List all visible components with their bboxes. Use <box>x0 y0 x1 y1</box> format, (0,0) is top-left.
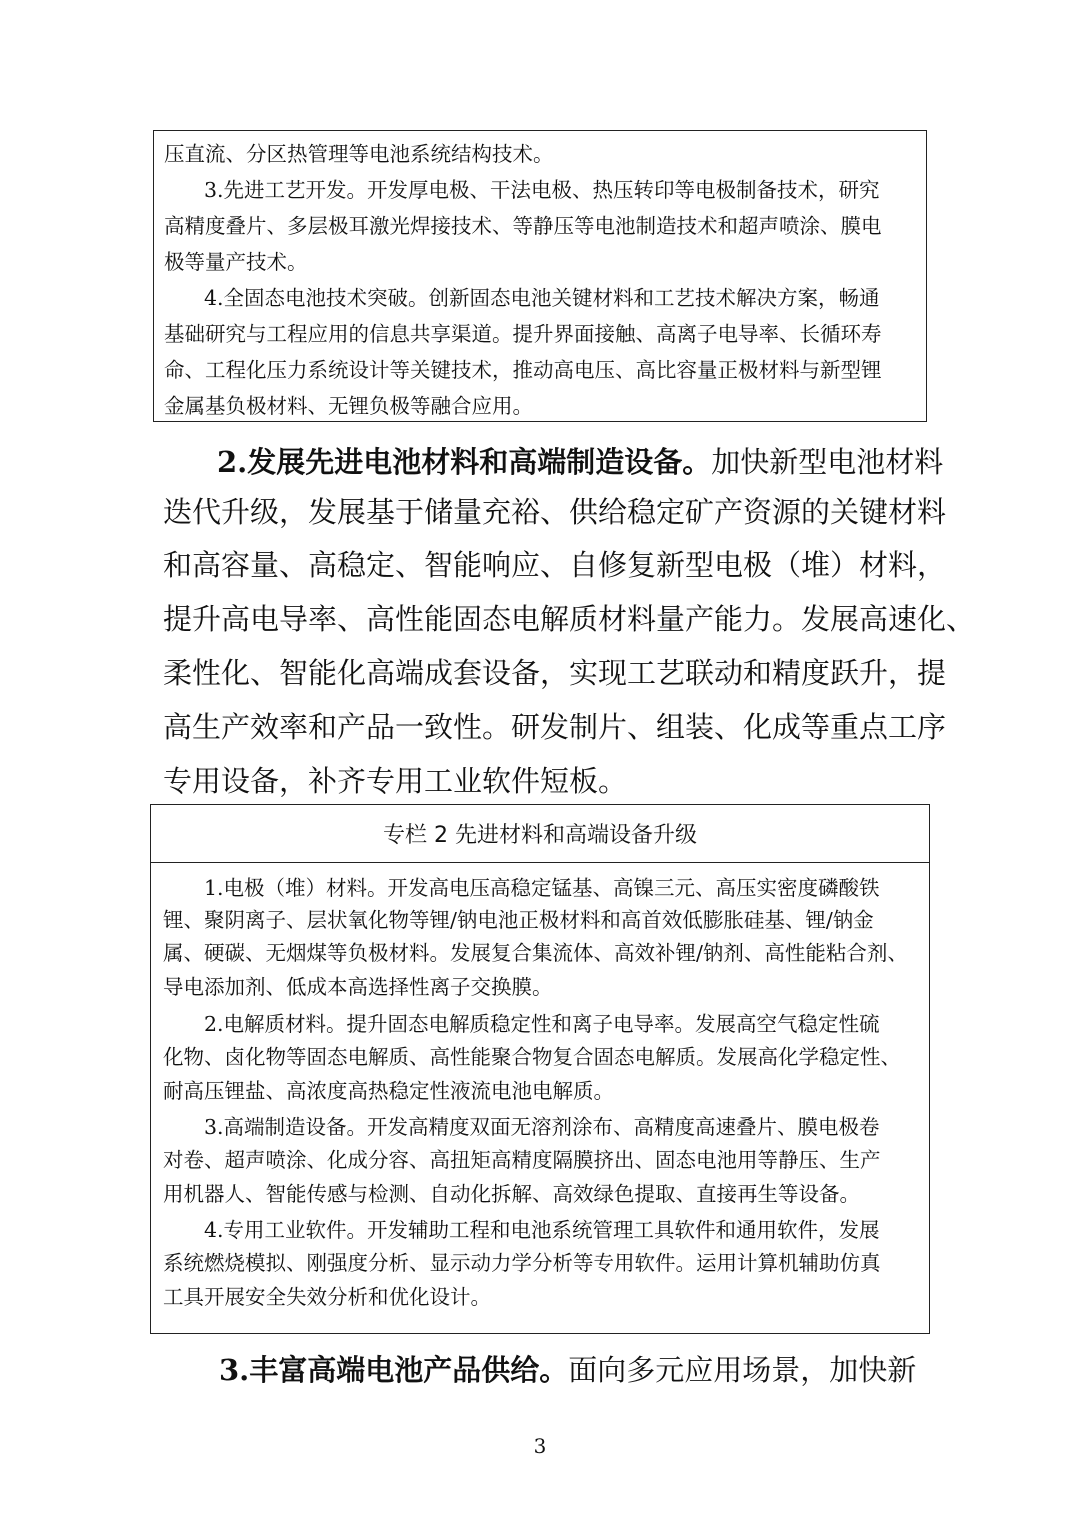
column-box-2 <box>150 804 930 1334</box>
section3-first-line <box>219 1352 916 1388</box>
box2-line-9: 对卷、超声喷涂、化成分容、高扭矩高精度隔膜挤出、固态电池用等静压、生产 <box>163 1148 881 1172</box>
page-number: 3 <box>533 1434 547 1458</box>
box2-line-1: 1.电极（堆）材料。开发高电压高稳定锰基、高镍三元、高压实密度磷酸铁 <box>204 876 880 900</box>
box2-line-12: 系统燃烧模拟、刚强度分析、显示动力学分析等专用软件。运用计算机辅助仿真 <box>163 1251 881 1275</box>
section3-heading: 3.丰富高端电池产品供给。 <box>219 1353 569 1387</box>
section2-first-line <box>217 444 943 480</box>
section2-line-4: 提升高电导率、高性能固态电解质材料量产能力。发展高速化、 <box>163 602 976 636</box>
section2-line-1: 加快新型电池材料 <box>711 445 944 479</box>
section2-heading: 2.发展先进电池材料和高端制造设备。 <box>217 445 712 479</box>
box2-line-6: 化物、卤化物等固态电解质、高性能聚合物复合固态电解质。发展高化学稳定性、 <box>163 1045 901 1069</box>
box1-line-4: 极等量产技术。 <box>164 250 308 274</box>
box2-line-10: 用机器人、智能传感与检测、自动化拆解、高效绿色提取、直接再生等设备。 <box>163 1182 860 1206</box>
section2-line-3: 和高容量、高稳定、智能响应、自修复新型电极（堆）材料， <box>163 548 947 582</box>
box2-line-4: 导电添加剂、低成本高选择性离子交换膜。 <box>163 975 553 999</box>
section2-line-7: 专用设备，补齐专用工业软件短板。 <box>163 764 628 798</box>
box1-line-7: 命、工程化压力系统设计等关键技术，推动高电压、高比容量正极材料与新型锂 <box>164 358 882 382</box>
box1-line-6: 基础研究与工程应用的信息共享渠道。提升界面接触、高离子电导率、长循环寿 <box>164 322 882 346</box>
box1-line-1: 压直流、分区热管理等电池系统结构技术。 <box>164 142 554 166</box>
box2-line-7: 耐高压锂盐、高浓度高热稳定性液流电池电解质。 <box>163 1079 614 1103</box>
box2-line-5: 2.电解质材料。提升固态电解质稳定性和离子电导率。发展高空气稳定性硫 <box>204 1012 880 1036</box>
box1-line-5: 4.全固态电池技术突破。创新固态电池关键材料和工艺技术解决方案，畅通 <box>204 286 880 310</box>
box2-line-3: 属、硬碳、无烟煤等负极材料。发展复合集流体、高效补锂/钠剂、高性能粘合剂、 <box>163 941 908 965</box>
box2-line-2: 锂、聚阴离子、层状氧化物等锂/钠电池正极材料和高首效低膨胀硅基、锂/钠金 <box>163 908 874 932</box>
box1-line-2: 3.先进工艺开发。开发厚电极、干法电极、热压转印等电极制备技术，研究 <box>204 178 880 202</box>
box2-line-13: 工具开展安全失效分析和优化设计。 <box>163 1285 491 1309</box>
column-box-2-title: 专栏 2 先进材料和高端设备升级 <box>151 805 929 863</box>
box1-line-3: 高精度叠片、多层极耳激光焊接技术、等静压等电池制造技术和超声喷涂、膜电 <box>164 214 882 238</box>
section2-line-2: 迭代升级，发展基于储量充裕、供给稳定矿产资源的关键材料 <box>163 495 947 529</box>
box2-line-11: 4.专用工业软件。开发辅助工程和电池系统管理工具软件和通用软件，发展 <box>204 1218 880 1242</box>
section2-line-5: 柔性化、智能化高端成套设备，实现工艺联动和精度跃升，提 <box>163 656 947 690</box>
section3-line-1: 面向多元应用场景，加快新 <box>568 1353 917 1387</box>
section2-line-6: 高生产效率和产品一致性。研发制片、组装、化成等重点工序 <box>163 710 947 744</box>
box1-line-8: 金属基负极材料、无锂负极等融合应用。 <box>164 394 533 418</box>
column-box-1 <box>153 130 927 422</box>
box2-line-8: 3.高端制造设备。开发高精度双面无溶剂涂布、高精度高速叠片、膜电极卷 <box>204 1115 880 1139</box>
